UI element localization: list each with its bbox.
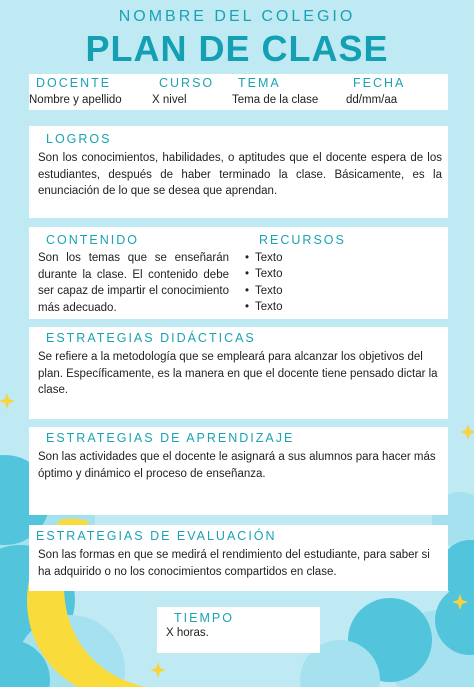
estrategias-evaluacion-card [29,525,448,591]
contenido-label: CONTENIDO [46,233,139,247]
estrategias-evaluacion-label: ESTRATEGIAS DE EVALUACIÓN [36,529,277,543]
curso-label: CURSO [159,76,215,90]
contenido-card [29,227,448,319]
estrategias-aprendizaje-card [29,427,448,515]
fecha-label: FECHA [353,76,406,90]
tiempo-label: TIEMPO [174,611,234,625]
logros-text: Son los conocimientos, habilidades, o aptitudes que el docente espera de los estudiantes, después de haber terminado la clase. Básicamente, es la enunciación de lo que se desea que aprendan. [38,152,442,197]
school-name: NOMBRE DEL COLEGIO [118,8,356,25]
tiempo-card [157,607,320,653]
contenido-text: Son los temas que se enseñarán durante la clase. El contenido debe ser capaz de impartir el conocimiento más adecuado. [38,252,229,314]
estrategias-evaluacion-text: Son las formas en que se medirá el rendimiento del estudiante, para saber si ha adquirido o no los conocimientos compartidos en clase. [38,549,430,578]
fecha-value: dd/mm/aa [346,94,398,106]
recursos-item: • Texto [245,266,283,282]
recursos-label: RECURSOS [259,233,346,247]
logros-card [29,126,448,218]
curso-value: X nivel [152,94,187,106]
docente-value: Nombre y apellido [29,94,122,106]
tema-value: Tema de la clase [232,94,319,106]
tiempo-value: X horas. [166,627,209,639]
estrategias-aprendizaje-text: Son las actividades que el docente le asignará a sus alumnos para hacer más óptimo y dinámico el proceso de enseñanza. [38,451,436,480]
info-card [29,74,448,110]
tema-label: TEMA [238,76,281,90]
page-title: PLAN DE CLASE [85,28,389,69]
docente-label: DOCENTE [36,76,112,90]
estrategias-didacticas-label: ESTRATEGIAS DIDÁCTICAS [46,331,256,345]
estrategias-didacticas-card [29,327,448,419]
recursos-item: • Texto [245,250,283,266]
estrategias-aprendizaje-label: ESTRATEGIAS DE APRENDIZAJE [46,431,295,445]
recursos-item: • Texto [245,299,283,315]
logros-label: LOGROS [46,132,112,146]
recursos-list [245,250,283,315]
recursos-item: • Texto [245,283,283,299]
estrategias-didacticas-text: Se refiere a la metodología que se empleará para alcanzar los objetivos del plan. Específicamente, es la manera en que el docente tiene pensado dictar la clase. [38,351,438,396]
